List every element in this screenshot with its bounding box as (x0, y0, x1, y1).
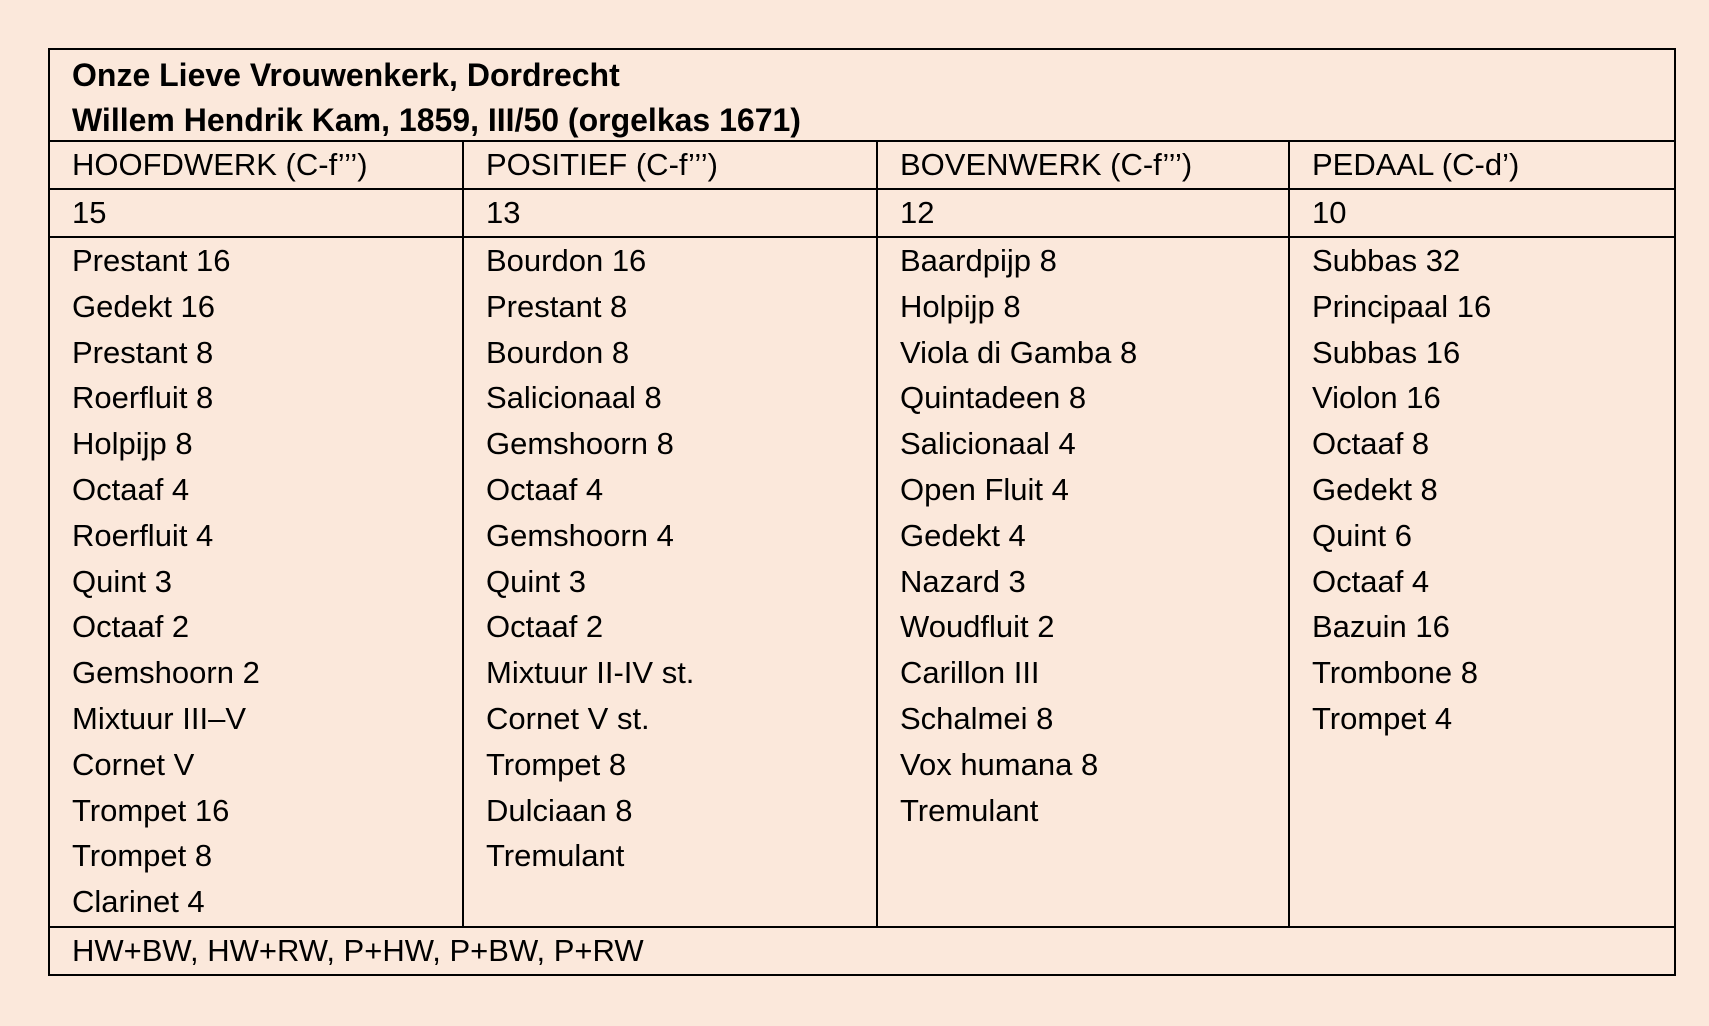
stop-item: Octaaf 2 (486, 609, 604, 645)
stop-item: Roerfluit 8 (72, 380, 214, 416)
stop-item: Quintadeen 8 (900, 380, 1087, 416)
division-header: PEDAAL (C-d’) (1290, 142, 1676, 190)
stop-item: Octaaf 2 (72, 609, 190, 645)
stop-item: Subbas 16 (1312, 334, 1461, 370)
divisions-grid (48, 140, 1676, 976)
stop-item: Baardpijp 8 (900, 243, 1057, 278)
stop-item: Clarinet 4 (72, 884, 205, 920)
stop-item: Octaaf 4 (486, 471, 604, 507)
stop-item: Holpijp 8 (900, 288, 1021, 324)
division-count: 12 (878, 190, 1288, 238)
stop-item: Dulciaan 8 (486, 792, 633, 828)
stop-item: Octaaf 8 (1312, 426, 1430, 462)
stop-item: Prestant 8 (72, 334, 214, 370)
stop-item: Gemshoorn 4 (486, 517, 674, 553)
stop-item: Trompet 8 (486, 746, 627, 782)
couplers-row: HW+BW, HW+RW, P+HW, P+BW, P+RW (50, 926, 1674, 972)
stop-item: Gedekt 4 (900, 517, 1026, 553)
stop-item: Carillon III (900, 655, 1040, 691)
stop-item: Quint 6 (1312, 517, 1412, 553)
stop-item: Viola di Gamba 8 (900, 334, 1138, 370)
stop-item: Salicionaal 4 (900, 426, 1076, 462)
stop-item: Tremulant (900, 792, 1039, 828)
stop-item: Gemshoorn 2 (72, 655, 260, 691)
stop-item: Subbas 32 (1312, 243, 1461, 278)
division-header: BOVENWERK (C-f’’’) (878, 142, 1288, 190)
division-count: 13 (464, 190, 876, 238)
builder-title: Willem Hendrik Kam, 1859, III/50 (orgelkas 1671) (72, 102, 801, 138)
stop-item: Octaaf 4 (72, 471, 190, 507)
stop-item: Trompet 16 (72, 792, 230, 828)
stop-item: Principaal 16 (1312, 288, 1492, 324)
division-bovenwerk (876, 142, 1288, 926)
division-pedaal (1288, 142, 1676, 926)
stop-item: Violon 16 (1312, 380, 1441, 416)
division-count: 15 (50, 190, 462, 238)
stop-item: Trompet 4 (1312, 700, 1453, 736)
stop-item: Bourdon 16 (486, 243, 647, 278)
division-hoofdwerk (50, 142, 462, 926)
stop-item: Mixtuur III–V (72, 700, 246, 736)
stop-item: Holpijp 8 (72, 426, 193, 462)
stop-item: Schalmei 8 (900, 700, 1054, 736)
stop-item: Cornet V st. (486, 700, 650, 736)
title-block (48, 48, 1676, 142)
division-header: HOOFDWERK (C-f’’’) (50, 142, 462, 190)
church-title: Onze Lieve Vrouwenkerk, Dordrecht (72, 57, 620, 93)
stop-list (878, 238, 1288, 833)
stop-list (1290, 238, 1676, 742)
stop-item: Octaaf 4 (1312, 563, 1430, 599)
stop-item: Tremulant (486, 838, 625, 874)
division-header: POSITIEF (C-f’’’) (464, 142, 876, 190)
stop-item: Gedekt 16 (72, 288, 216, 324)
stop-item: Gemshoorn 8 (486, 426, 674, 462)
stop-item: Gedekt 8 (1312, 471, 1438, 507)
stop-item: Bazuin 16 (1312, 609, 1450, 645)
stop-item: Prestant 16 (72, 243, 231, 278)
stop-item: Open Fluit 4 (900, 471, 1069, 507)
stop-item: Quint 3 (72, 563, 172, 599)
stop-item: Prestant 8 (486, 288, 628, 324)
stop-item: Nazard 3 (900, 563, 1026, 599)
stop-item: Mixtuur II-IV st. (486, 655, 695, 691)
stop-list (464, 238, 876, 879)
organ-specification-table (48, 48, 1674, 976)
stop-item: Cornet V (72, 746, 195, 782)
stop-item: Bourdon 8 (486, 334, 630, 370)
stop-item: Woudfluit 2 (900, 609, 1055, 645)
division-positief (462, 142, 876, 926)
stop-list (50, 238, 462, 925)
stop-item: Trompet 8 (72, 838, 213, 874)
stop-item: Trombone 8 (1312, 655, 1478, 691)
division-count: 10 (1290, 190, 1676, 238)
stop-item: Roerfluit 4 (72, 517, 214, 553)
stop-item: Quint 3 (486, 563, 586, 599)
stop-item: Vox humana 8 (900, 746, 1099, 782)
stop-item: Salicionaal 8 (486, 380, 662, 416)
